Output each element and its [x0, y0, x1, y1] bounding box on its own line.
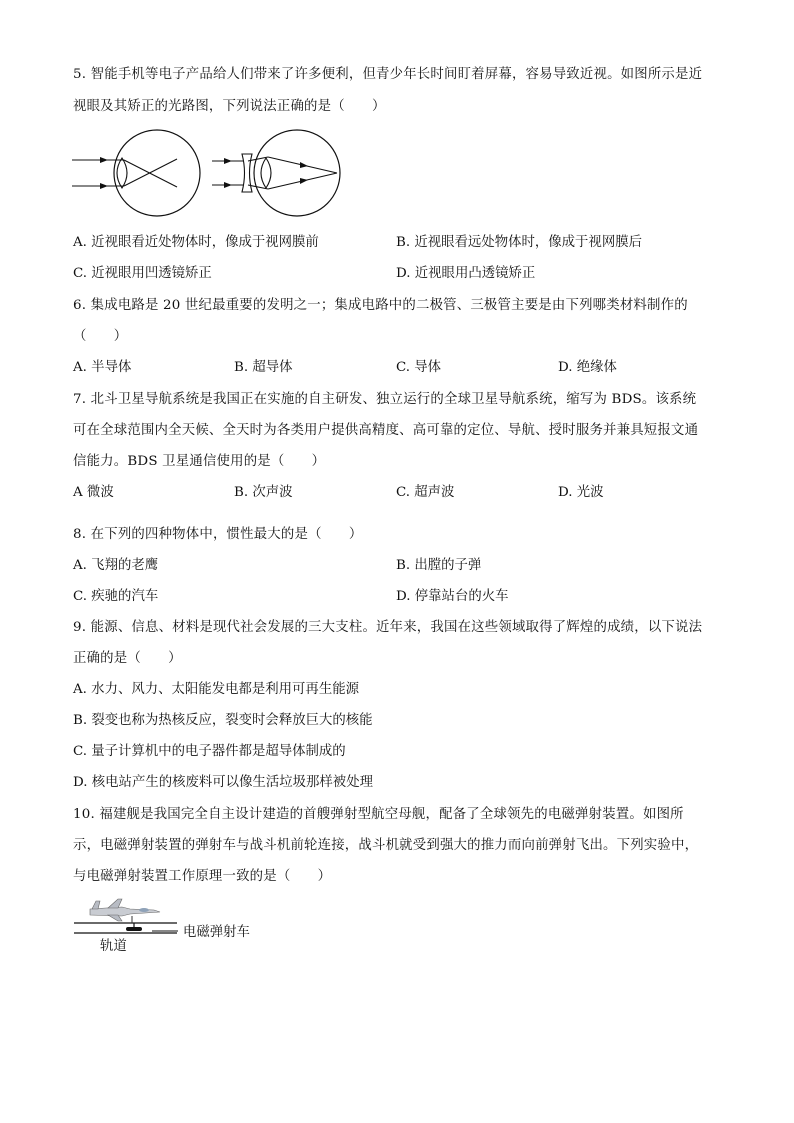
q5-option-d[interactable]: D. 近视眼用凸透镜矫正	[396, 266, 536, 281]
q9-option-a[interactable]: A. 水力、风力、太阳能发电都是利用可再生能源	[73, 682, 359, 697]
corrected-eye-diagram	[212, 130, 342, 240]
q5-option-b[interactable]: B. 近视眼看远处物体时，像成于视网膜后	[396, 235, 642, 250]
q7-line-3: 信能力。BDS 卫星通信使用的是（ ）	[73, 454, 326, 469]
catapult-diagram	[72, 895, 192, 945]
myopia-eye-diagram	[72, 130, 202, 240]
q9-option-c[interactable]: C. 量子计算机中的电子器件都是超导体制成的	[73, 744, 346, 759]
q6-option-a[interactable]: A. 半导体	[73, 360, 132, 375]
q7-option-b[interactable]: B. 次声波	[234, 485, 293, 500]
q8-option-c[interactable]: C. 疾驰的汽车	[73, 589, 159, 604]
q6-option-d[interactable]: D. 绝缘体	[558, 360, 617, 375]
q6-option-c[interactable]: C. 导体	[396, 360, 442, 375]
q6-option-b[interactable]: B. 超导体	[234, 360, 293, 375]
track-label: 轨道	[100, 939, 127, 954]
q9-line-1: 9. 能源、信息、材料是现代社会发展的三大支柱。近年来，我国在这些领域取得了辉煌的成绩，以下说法	[73, 620, 703, 635]
q9-option-d[interactable]: D. 核电站产生的核废料可以像生活垃圾那样被处理	[73, 775, 373, 790]
q7-line-1: 7. 北斗卫星导航系统是我国正在实施的自主研发、独立运行的全球卫星导航系统，缩写为 BDS。该系统	[73, 392, 697, 407]
q8-option-a[interactable]: A. 飞翔的老鹰	[73, 558, 159, 573]
q8-option-d[interactable]: D. 停靠站台的火车	[396, 589, 509, 604]
fighter-jet-icon	[90, 899, 160, 923]
q5-option-a[interactable]: A. 近视眼看近处物体时，像成于视网膜前	[73, 235, 319, 250]
catapult-car-label: 电磁弹射车	[183, 925, 250, 940]
q8-option-b[interactable]: B. 出膛的子弹	[396, 558, 482, 573]
q6-line-2: （ ）	[73, 329, 128, 344]
q7-option-a[interactable]: A 微波	[73, 485, 114, 500]
q5-line-1: 5. 智能手机等电子产品给人们带来了许多便利，但青少年长时间盯着屏幕，容易导致近视。如图所示是近	[73, 67, 703, 82]
q10-line-2: 示，电磁弹射装置的弹射车与战斗机前轮连接，战斗机就受到强大的推力而向前弹射飞出。下列实验中，	[73, 838, 699, 853]
q7-line-2: 可在全球范围内全天候、全天时为各类用户提供高精度、高可靠的定位、导航、授时服务并兼具短报文通	[73, 423, 699, 438]
q10-line-3: 与电磁弹射装置工作原理一致的是（ ）	[73, 869, 332, 884]
q5-option-c[interactable]: C. 近视眼用凹透镜矫正	[73, 266, 212, 281]
q10-line-1: 10. 福建舰是我国完全自主设计建造的首艘弹射型航空母舰，配备了全球领先的电磁弹射装置。如图所	[73, 807, 684, 822]
q9-line-2: 正确的是（ ）	[73, 651, 182, 666]
q5-line-2: 视眼及其矫正的光路图，下列说法正确的是（ ）	[73, 99, 386, 114]
q9-option-b[interactable]: B. 裂变也称为热核反应，裂变时会释放巨大的核能	[73, 713, 373, 728]
q7-option-d[interactable]: D. 光波	[558, 485, 604, 500]
q8-line-1: 8. 在下列的四种物体中，惯性最大的是（ ）	[73, 527, 363, 542]
q7-option-c[interactable]: C. 超声波	[396, 485, 455, 500]
q6-line-1: 6. 集成电路是 20 世纪最重要的发明之一；集成电路中的二极管、三极管主要是由下列哪类材料制作的	[73, 298, 688, 313]
